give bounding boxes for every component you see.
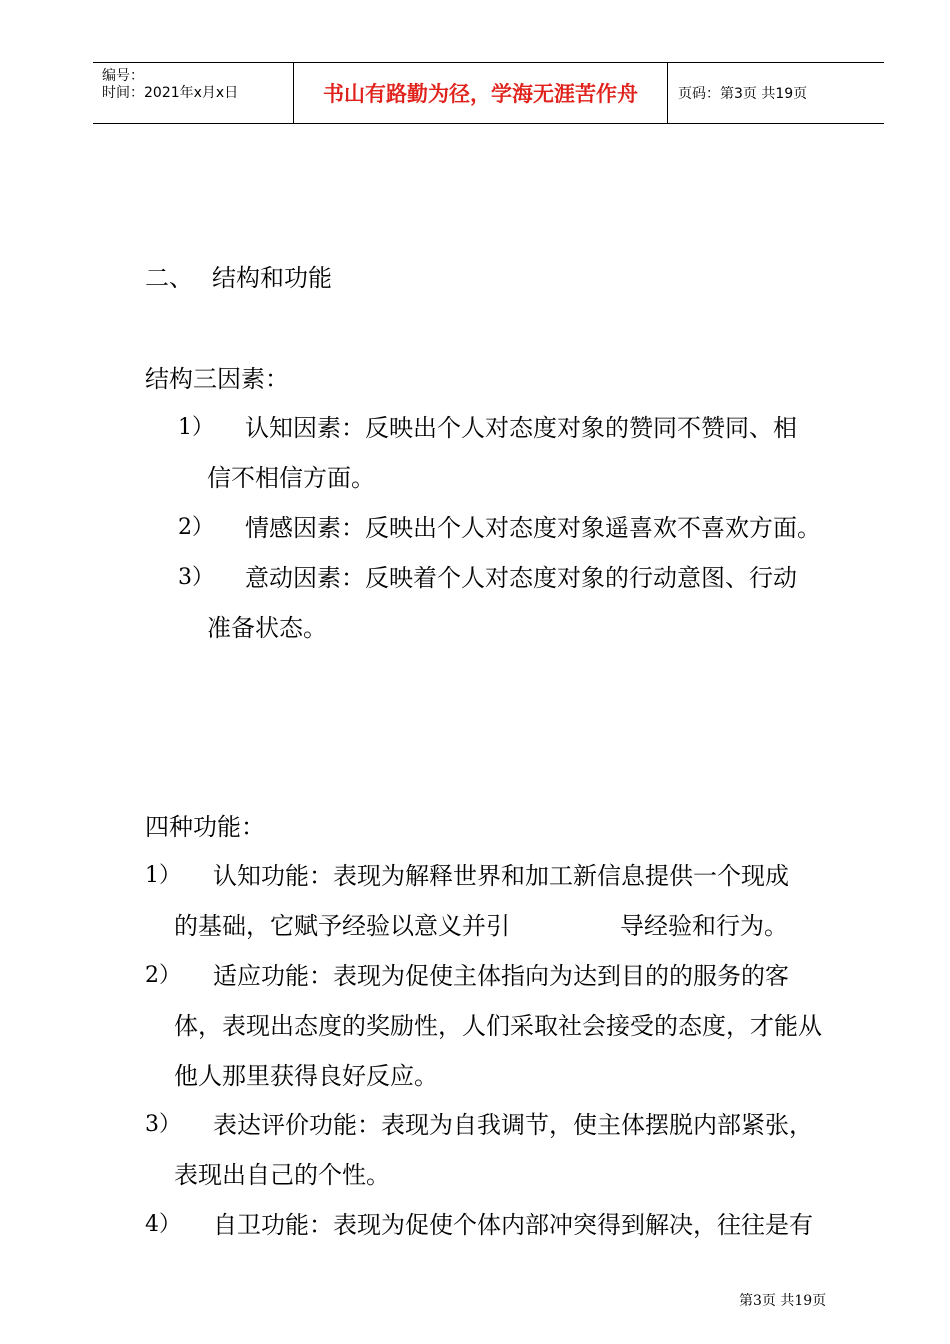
structure-item-1-text: 认知因素：反映出个人对态度对象的赞同不赞同、相 <box>245 414 797 442</box>
function-item-2-cont-2: 他人那里获得良好反应。 <box>174 1062 438 1090</box>
header-page-info: 页码：第3页 共19页 <box>678 86 808 102</box>
function-item-1-text: 认知功能：表现为解释世界和加工新信息提供一个现成 <box>213 862 789 890</box>
function-item-1-cont-a: 的基础，它赋予经验以意义并引 <box>174 912 510 940</box>
page-footer: 第3页 共19页 <box>739 1293 827 1309</box>
function-item-4-num: 4） <box>145 1212 181 1237</box>
function-item-2-text: 适应功能：表现为促使主体指向为达到目的的服务的客 <box>213 962 789 990</box>
structure-item-2-num: 2） <box>178 515 214 540</box>
code-label: 编号： <box>102 68 144 84</box>
function-item-4-text: 自卫功能：表现为促使个体内部冲突得到解决，往往是有 <box>213 1211 813 1239</box>
function-item-1-num: 1） <box>145 863 181 888</box>
structure-heading: 结构三因素： <box>145 365 289 393</box>
section-title: 结构和功能 <box>212 264 332 292</box>
function-item-3-num: 3） <box>145 1112 181 1137</box>
function-item-2-num: 2） <box>145 963 181 988</box>
header-motto: 书山有路勤为径，学海无涯苦作舟 <box>294 63 668 123</box>
date-line: 时间：2021年x月x日 <box>102 85 239 101</box>
structure-item-1-cont: 信不相信方面。 <box>207 464 375 492</box>
structure-item-3-cont: 准备状态。 <box>207 614 327 642</box>
header-meta-cell <box>93 63 294 123</box>
structure-item-3-num: 3） <box>178 565 214 590</box>
structure-item-2-text: 情感因素：反映出个人对态度对象遥喜欢不喜欢方面。 <box>245 514 821 542</box>
page-header <box>93 62 884 124</box>
section-number: 二、 <box>145 264 193 292</box>
function-item-2-cont-1: 体，表现出态度的奖励性，人们采取社会接受的态度，才能从 <box>174 1012 822 1040</box>
function-item-1-cont-b: 导经验和行为。 <box>620 912 788 940</box>
structure-item-1-num: 1） <box>178 415 214 440</box>
function-item-3-cont: 表现出自己的个性。 <box>174 1161 390 1189</box>
functions-heading: 四种功能： <box>145 813 265 841</box>
function-item-3-text: 表达评价功能：表现为自我调节，使主体摆脱内部紧张， <box>213 1111 813 1139</box>
structure-item-3-text: 意动因素：反映着个人对态度对象的行动意图、行动 <box>245 564 797 592</box>
